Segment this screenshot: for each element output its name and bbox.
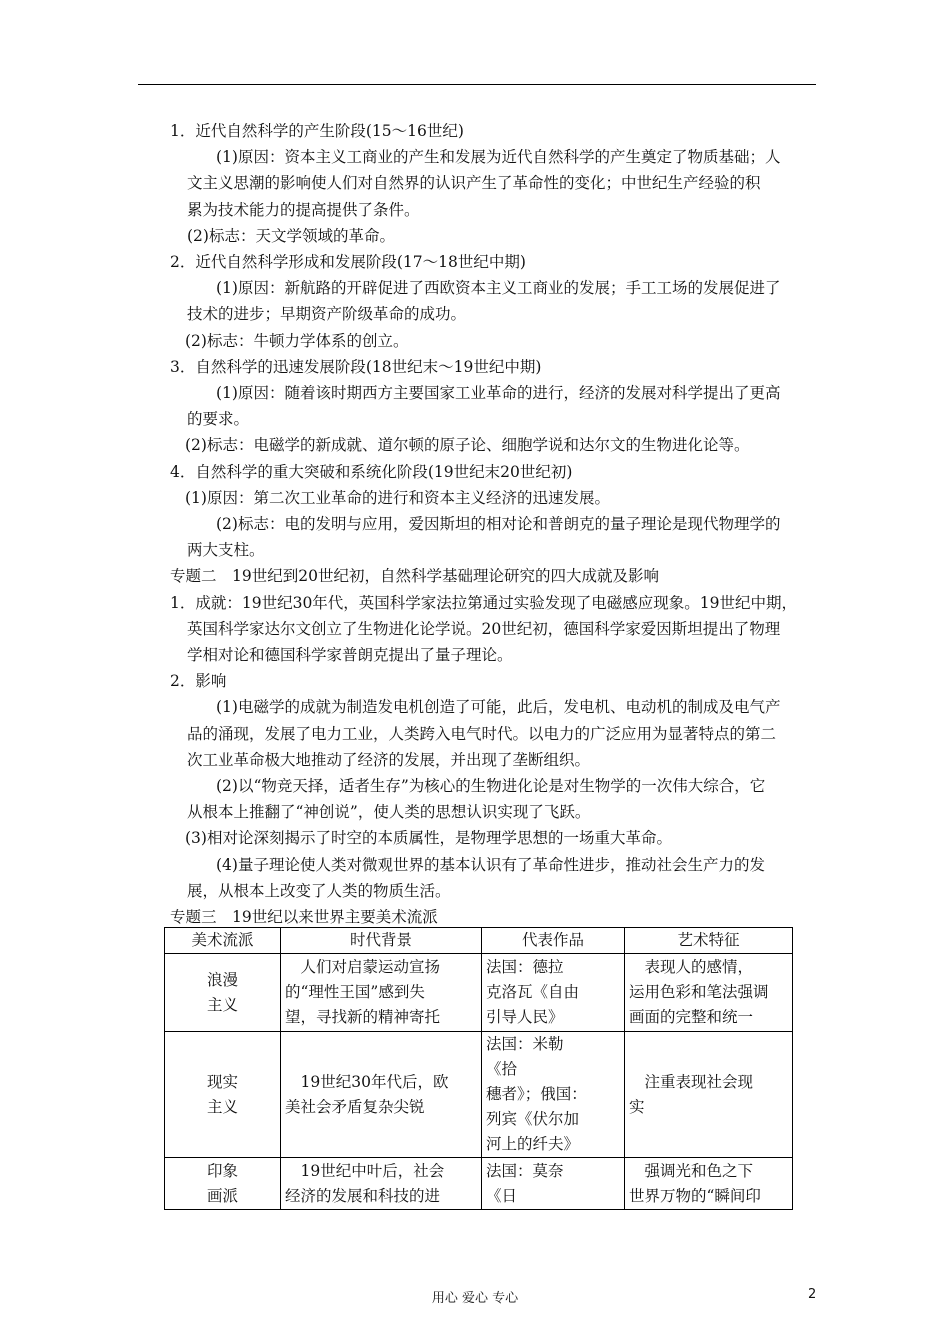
cell-works: [482, 1032, 625, 1158]
cell-text: 主义: [206, 1097, 238, 1116]
cell-text: 穗者》；俄国：: [486, 1085, 587, 1103]
text-line: (3)相对论深刻揭示了时空的本质属性，是物理学思想的一场重大革命。: [185, 829, 672, 848]
cell-text: 人们对启蒙运动宣扬: [285, 958, 441, 976]
header-school: 美术流派: [165, 928, 281, 954]
table-header-row: [165, 928, 793, 954]
cell-text: 法国：莫奈: [486, 1161, 564, 1180]
cell-text: 主义: [206, 995, 238, 1014]
cell-text: 强调光和色之下: [629, 1161, 754, 1180]
cell-text: 画面的完整和统一: [629, 1008, 754, 1026]
cell-text: 引导人民》: [486, 1008, 564, 1026]
table-row: [165, 954, 793, 1032]
cell-text: 世界万物的“瞬间印: [629, 1186, 761, 1205]
header-background: 时代背景: [281, 928, 482, 954]
cell-text: 美社会矛盾复杂尖锐: [285, 1097, 425, 1116]
cell-features: [625, 1032, 793, 1158]
cell-features: [625, 954, 793, 1032]
cell-school: [165, 1158, 281, 1210]
cell-text: 实: [629, 1097, 645, 1116]
cell-text: 运用色彩和笔法强调: [629, 983, 769, 1001]
footer-motto: 用心 爱心 专心: [431, 1291, 519, 1306]
text-line: 1．近代自然科学的产生阶段(15～16世纪): [170, 122, 464, 140]
cell-text: 河上的纤夫》: [486, 1135, 580, 1153]
text-line: 次工业革命极大地推动了经济的发展，并出现了垄断组织。: [187, 750, 591, 769]
cell-text: 《日: [486, 1186, 518, 1205]
text-line: (1)电磁学的成就为制造发电机创造了可能，此后，发电机、电动机的制成及电气产: [216, 698, 781, 717]
cell-works: [482, 954, 625, 1032]
document-body: [170, 118, 818, 930]
text-line: 3．自然科学的迅速发展阶段(18世纪末～19世纪中期): [170, 357, 542, 376]
text-line: (1)原因：资本主义工商业的产生和发展为近代自然科学的产生奠定了物质基础；人: [216, 148, 781, 167]
text-line: 文主义思潮的影响使人们对自然界的认识产生了革命性的变化；中世纪生产经验的积: [187, 174, 761, 193]
cell-text: 《拾: [486, 1060, 518, 1078]
table-row: [165, 1032, 793, 1158]
cell-background: [281, 1032, 482, 1158]
cell-text: 现实: [206, 1072, 238, 1091]
header-works: 代表作品: [482, 928, 625, 954]
table-row: [165, 1158, 793, 1210]
cell-text: 列宾《伏尔加: [486, 1110, 580, 1128]
art-schools-table: [164, 927, 793, 1210]
cell-text: 印象: [206, 1161, 238, 1180]
cell-text: 注重表现社会现: [629, 1072, 754, 1091]
text-line: 专题二 19世纪到20世纪初，自然科学基础理论研究的四大成就及影响: [170, 567, 659, 586]
cell-background: [281, 1158, 482, 1210]
header-rule: [138, 84, 816, 85]
cell-text: 望，寻找新的精神寄托: [285, 1008, 441, 1026]
text-line: (2)标志：天文学领域的革命。: [187, 226, 395, 245]
cell-text: 法国：米勒: [486, 1035, 564, 1053]
text-line: (1)原因：第二次工业革命的进行和资本主义经济的迅速发展。: [185, 488, 610, 507]
text-line: 两大支柱。: [187, 541, 265, 560]
cell-text: 画派: [206, 1186, 238, 1205]
page-number: 2: [808, 1287, 817, 1302]
text-line: 1．成就：19世纪30年代，英国科学家法拉第通过实验发现了电磁感应现象。19世纪中期，: [170, 593, 798, 612]
cell-text: 的“理性王国”感到失: [285, 983, 425, 1001]
text-line: 展，从根本上改变了人类的物质生活。: [187, 881, 451, 900]
cell-features: [625, 1158, 793, 1210]
text-line: 4．自然科学的重大突破和系统化阶段(19世纪末20世纪初): [170, 462, 573, 481]
text-line: (1)原因：新航路的开辟促进了西欧资本主义工商业的发展；手工工场的发展促进了: [216, 279, 781, 298]
cell-works: [482, 1158, 625, 1210]
cell-text: 浪漫: [206, 970, 238, 989]
text-line: 的要求。: [187, 410, 250, 429]
cell-background: [281, 954, 482, 1032]
text-line: (2)以“物竞天择，适者生存”为核心的生物进化论是对生物学的一次伟大综合，它: [216, 777, 766, 796]
text-line: 专题三 19世纪以来世界主要美术流派: [170, 908, 438, 927]
text-line: (2)标志：电的发明与应用，爱因斯坦的相对论和普朗克的量子理论是现代物理学的: [216, 515, 781, 534]
text-line: 学相对论和德国科学家普朗克提出了量子理论。: [187, 646, 513, 665]
cell-text: 表现人的感情，: [629, 958, 754, 976]
text-line: (4)量子理论使人类对微观世界的基本认识有了革命性进步，推动社会生产力的发: [216, 855, 765, 874]
text-line: 技术的进步；早期资产阶级革命的成功。: [187, 305, 467, 324]
text-line: 品的涌现，发展了电力工业，人类跨入电气时代。以电力的广泛应用为显著特点的第二: [187, 724, 777, 743]
text-line: 英国科学家达尔文创立了生物进化论学说。20世纪初，德国科学家爱因斯坦提出了物理: [187, 619, 781, 638]
text-line: 累为技术能力的提高提供了条件。: [187, 200, 420, 219]
text-line: (2)标志：电磁学的新成就、道尔顿的原子论、细胞学说和达尔文的生物进化论等。: [185, 436, 750, 455]
cell-text: 克洛瓦《自由: [486, 983, 580, 1001]
header-features: 艺术特征: [625, 928, 793, 954]
cell-text: 法国：德拉: [486, 958, 564, 976]
cell-school: [165, 954, 281, 1032]
cell-text: 19世纪中叶后，社会: [285, 1161, 445, 1180]
text-line: 从根本上推翻了“神创说”，使人类的思想认识实现了飞跃。: [187, 803, 591, 822]
cell-text: 经济的发展和科技的进: [285, 1186, 441, 1205]
text-line: 2．影响: [170, 672, 227, 691]
text-line: 2．近代自然科学形成和发展阶段(17～18世纪中期): [170, 253, 526, 272]
text-line: (1)原因：随着该时期西方主要国家工业革命的进行，经济的发展对科学提出了更高: [216, 384, 781, 403]
cell-school: [165, 1032, 281, 1158]
text-line: (2)标志：牛顿力学体系的创立。: [185, 331, 409, 350]
cell-text: 19世纪30年代后，欧: [285, 1072, 449, 1091]
